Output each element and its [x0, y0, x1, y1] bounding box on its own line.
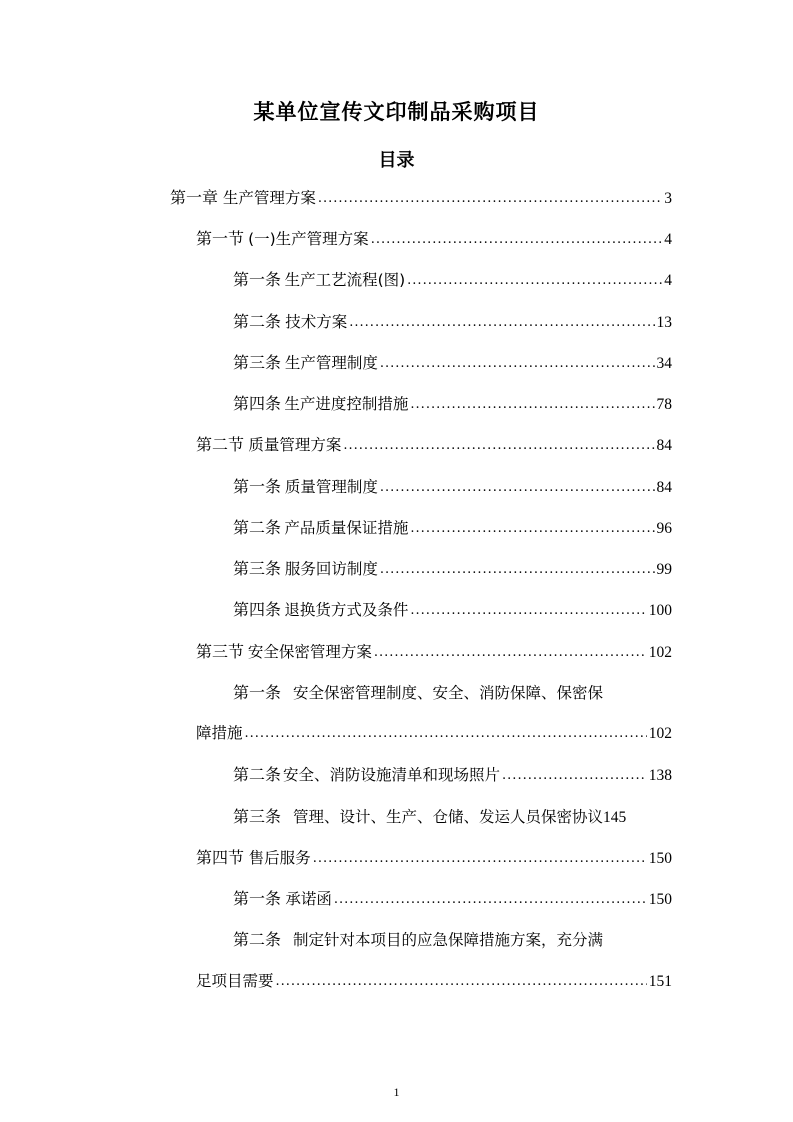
- toc-page: 100: [648, 602, 672, 619]
- toc-entry-article[interactable]: [233, 515, 672, 539]
- toc-title: 技术方案: [285, 313, 348, 331]
- toc-leader: [371, 228, 663, 247]
- toc-page: 4: [664, 272, 672, 289]
- toc-leader: [407, 269, 662, 288]
- toc-entry-article[interactable]: [233, 886, 672, 910]
- toc-label: 第一条: [233, 685, 282, 702]
- toc-title: 售后服务: [248, 849, 311, 867]
- toc-title: 安全保密管理制度、安全、消防保障、保密保: [293, 684, 604, 702]
- toc-page: 151: [648, 973, 672, 990]
- toc-title: 生产管理制度: [284, 354, 378, 372]
- toc-entry-article[interactable]: [233, 804, 703, 828]
- toc-entry-continuation[interactable]: [196, 721, 672, 745]
- toc-leader: [410, 599, 646, 618]
- toc-entry-continuation[interactable]: [196, 969, 672, 993]
- toc-entry-chapter-1[interactable]: [170, 185, 672, 209]
- toc-title: 生产工艺流程(图): [284, 271, 406, 289]
- toc-label: 第一条: [233, 479, 282, 496]
- toc-entry-article-wrapped[interactable]: [233, 927, 683, 951]
- toc-entry-article[interactable]: [233, 267, 672, 291]
- toc-leader: [374, 641, 647, 660]
- toc-entry-article-wrapped[interactable]: [233, 680, 683, 704]
- toc-leader: [245, 722, 647, 741]
- toc-page: 145: [603, 809, 627, 826]
- toc-title: 退换货方式及条件: [284, 601, 409, 619]
- toc-entry-article[interactable]: [233, 597, 672, 621]
- toc-label: 第一条: [233, 891, 282, 908]
- toc-label: 第二条: [233, 314, 282, 331]
- toc-leader: [276, 970, 647, 989]
- toc-entry-article[interactable]: [233, 474, 672, 498]
- toc-entry-article[interactable]: [233, 350, 672, 374]
- toc-page: 13: [656, 314, 672, 331]
- toc-label: 第四节: [196, 850, 245, 867]
- toc-entry-section-1[interactable]: [196, 226, 672, 250]
- toc-entry-article[interactable]: [233, 391, 672, 415]
- toc-page: 102: [648, 725, 672, 742]
- toc-leader: [349, 311, 654, 330]
- toc-title: 安全、消防设施清单和现场照片: [283, 766, 501, 784]
- toc-entry-article[interactable]: [233, 309, 672, 333]
- toc-title: 足项目需要: [196, 972, 274, 990]
- toc-page: 138: [648, 767, 672, 784]
- toc-title: 生产管理方案: [222, 189, 316, 207]
- toc-title: (一)生产管理方案: [248, 230, 369, 248]
- toc-title: 障措施: [196, 724, 243, 742]
- toc-label: 第一章: [170, 190, 219, 207]
- toc-page: 102: [648, 644, 672, 661]
- toc-leader: [502, 764, 647, 783]
- toc-leader: [410, 517, 654, 536]
- toc-entry-article[interactable]: [233, 762, 672, 786]
- toc-leader: [410, 393, 654, 412]
- toc-page: 96: [656, 520, 672, 537]
- toc-heading: 目录: [378, 150, 415, 171]
- toc-leader: [334, 888, 647, 907]
- toc-leader: [313, 847, 647, 866]
- toc-page: 150: [648, 850, 672, 867]
- toc-page: 84: [656, 437, 672, 454]
- toc-entry-section-4[interactable]: [196, 845, 672, 869]
- toc-label: 第一节: [196, 231, 245, 248]
- toc-label: 第三条: [233, 561, 282, 578]
- toc-page: 150: [648, 891, 672, 908]
- toc-leader: [343, 434, 654, 453]
- toc-leader: [380, 352, 655, 371]
- toc-entry-article[interactable]: [233, 556, 672, 580]
- toc-leader: [380, 558, 655, 577]
- toc-label: 第四条: [233, 396, 282, 413]
- toc-page: 4: [664, 231, 672, 248]
- toc-label: 第三条: [233, 809, 282, 826]
- page-number: 1: [393, 1085, 400, 1099]
- toc-label: 第二节: [196, 437, 245, 454]
- toc-label: 第二条: [233, 767, 282, 784]
- toc-title: 管理、设计、生产、仓储、发运人员保密协议: [293, 808, 604, 826]
- toc-page: 99: [656, 561, 672, 578]
- toc-page: 78: [656, 396, 672, 413]
- toc-page: 34: [656, 355, 672, 372]
- toc-title: 质量管理制度: [284, 478, 378, 496]
- toc-label: 第二条: [233, 932, 282, 949]
- toc-entry-section-2[interactable]: [196, 432, 672, 456]
- toc-leader: [380, 476, 655, 495]
- document-title: 某单位宣传文印制品采购项目: [253, 100, 540, 124]
- toc-page: 84: [656, 479, 672, 496]
- toc-label: 第四条: [233, 602, 282, 619]
- toc-title: 安全保密管理方案: [247, 643, 372, 661]
- toc-title: 生产进度控制措施: [284, 395, 409, 413]
- toc-title: 承诺函: [285, 890, 332, 908]
- toc-label: 第一条: [233, 272, 282, 289]
- toc-label: 第三节: [196, 644, 245, 661]
- toc-title: 服务回访制度: [284, 560, 378, 578]
- toc-page: 3: [664, 190, 672, 207]
- toc-label: 第三条: [233, 355, 282, 372]
- toc-entry-section-3[interactable]: [196, 639, 672, 663]
- toc-label: 第二条: [233, 520, 282, 537]
- toc-leader: [318, 187, 662, 206]
- toc-title: 质量管理方案: [248, 436, 342, 454]
- toc-title: 制定针对本项目的应急保障措施方案，充分满: [293, 931, 604, 949]
- toc-title: 产品质量保证措施: [284, 519, 409, 537]
